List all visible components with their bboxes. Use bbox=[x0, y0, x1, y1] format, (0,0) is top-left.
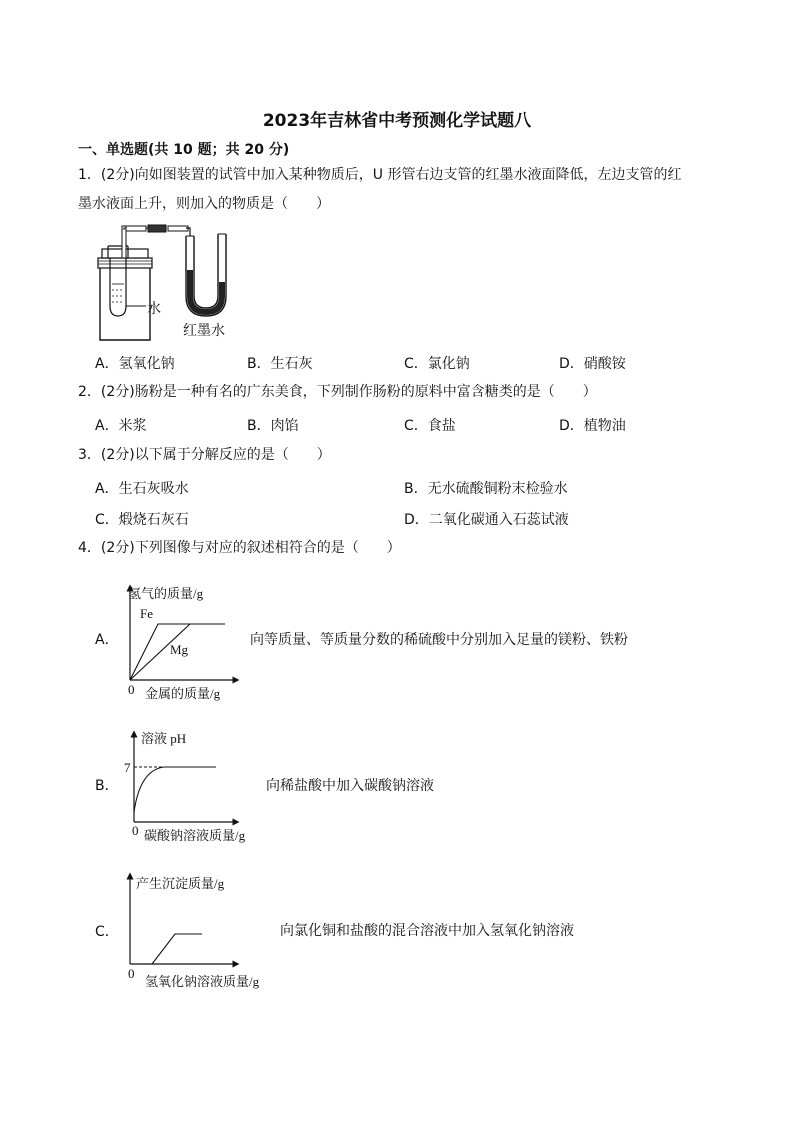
question-score: (2分) bbox=[100, 540, 135, 556]
question-number: 4． bbox=[78, 540, 101, 556]
q3-option-a[interactable]: A．生石灰吸水 bbox=[95, 481, 189, 497]
q4-a-mg-label: Mg bbox=[170, 642, 189, 657]
q3-option-b[interactable]: B．无水硫酸铜粉末检验水 bbox=[404, 481, 568, 497]
question-score: (2分) bbox=[100, 384, 135, 400]
q2-option-c[interactable]: C．食盐 bbox=[404, 418, 456, 434]
q4-option-c-letter[interactable]: C． bbox=[95, 924, 119, 940]
q4-b-ylabel: 溶液 pH bbox=[141, 731, 187, 746]
question-number: 1． bbox=[78, 167, 101, 183]
q2-option-b[interactable]: B．肉馅 bbox=[247, 418, 299, 434]
ph-curve bbox=[134, 767, 216, 812]
label-water: 水 bbox=[147, 301, 161, 317]
q4-c-origin: 0 bbox=[128, 966, 135, 981]
q2-option-d[interactable]: D．植物油 bbox=[559, 418, 626, 434]
section-heading: 一、单选题(共 10 题；共 20 分) bbox=[78, 142, 290, 158]
question-4 bbox=[78, 535, 401, 561]
q4-b-ytick: 7 bbox=[124, 760, 131, 775]
label-red-ink: 红墨水 bbox=[183, 323, 225, 339]
q1-option-d[interactable]: D．硝酸铵 bbox=[559, 356, 626, 372]
q4-option-b-desc: 向稀盐酸中加入碳酸钠溶液 bbox=[266, 778, 434, 794]
question-score: (2分) bbox=[100, 447, 135, 463]
q4-option-c-desc: 向氯化铜和盐酸的混合溶液中加入氢氧化钠溶液 bbox=[280, 923, 574, 939]
q1-option-c[interactable]: C．氯化钠 bbox=[404, 356, 470, 372]
question-text: 肠粉是一种有名的广东美食，下列制作肠粉的原料中富含糖类的是（ ） bbox=[134, 384, 597, 400]
q3-option-c[interactable]: C．煅烧石灰石 bbox=[95, 512, 189, 528]
q4-a-xlabel: 金属的质量/g bbox=[145, 686, 221, 701]
question-3 bbox=[78, 442, 331, 468]
question-text: 以下属于分解反应的是（ ） bbox=[134, 447, 331, 463]
q2-option-a[interactable]: A．米浆 bbox=[95, 418, 147, 434]
precipitate-line bbox=[152, 934, 202, 964]
question-number: 2． bbox=[78, 384, 101, 400]
question-text: 下列图像与对应的叙述相符合的是（ ） bbox=[134, 540, 401, 556]
q4-b-xlabel: 碳酸钠溶液质量/g bbox=[144, 828, 246, 843]
question-1 bbox=[78, 162, 681, 188]
page-title: 2023年吉林省中考预测化学试题八 bbox=[262, 111, 532, 131]
question-score: (2分) bbox=[100, 167, 135, 183]
q4-option-a-desc: 向等质量、等质量分数的稀硫酸中分别加入足量的镁粉、铁粉 bbox=[250, 632, 628, 648]
q4-a-ylabel: 氢气的质量/g bbox=[128, 586, 204, 601]
q3-option-d[interactable]: D．二氧化碳通入石蕊试液 bbox=[404, 512, 569, 528]
question-2 bbox=[78, 379, 597, 405]
question-1-line2: 墨水液面上升，则加入的物质是（ ） bbox=[78, 196, 330, 212]
question-number: 3． bbox=[78, 447, 101, 463]
q4-a-fe-label: Fe bbox=[140, 606, 153, 621]
q4-c-ylabel: 产生沉淀质量/g bbox=[136, 876, 225, 891]
question-text: 向如图装置的试管中加入某种物质后，U 形管右边支管的红墨水液面降低，左边支管的红 bbox=[134, 167, 682, 183]
apparatus-figure bbox=[90, 222, 250, 344]
q1-option-a[interactable]: A．氢氧化钠 bbox=[95, 356, 175, 372]
q4-c-xlabel: 氢氧化钠溶液质量/g bbox=[145, 974, 260, 989]
q4-a-origin: 0 bbox=[128, 682, 135, 697]
q4-b-origin: 0 bbox=[132, 823, 139, 838]
q4-option-a-letter[interactable]: A． bbox=[95, 632, 119, 648]
q4-option-b-letter[interactable]: B． bbox=[95, 778, 119, 794]
q1-option-b[interactable]: B．生石灰 bbox=[247, 356, 313, 372]
